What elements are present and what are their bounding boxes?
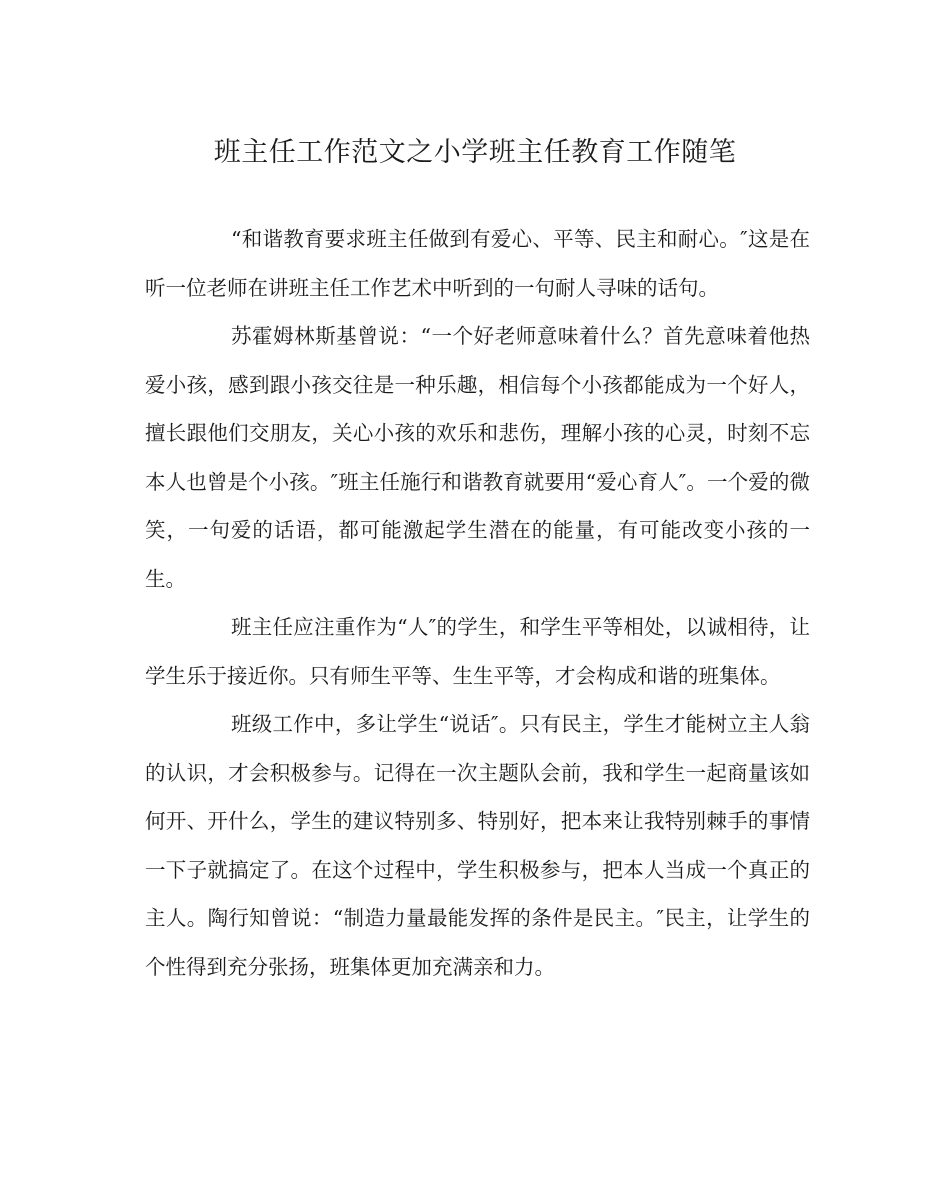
paragraph-2: 苏霍姆林斯基曾说：“一个好老师意味着什么？首先意味着他热爱小孩，感到跟小孩交往是一种乐趣，相信每个小孩都能成为一个好人，擅长跟他们交朋友，关心小孩的欢乐和悲伤，理解小孩的心灵，时刻不忘本人也曾是个小孩。″班主任施行和谐教育就要用“爱心育人″。一个爱的微笑，一句爱的话语，都可能激起学生潜在的能量，有可能改变小孩的一生。: [145, 324, 810, 591]
document-body: [145, 215, 810, 991]
paragraph-3: 班主任应注重作为“人″的学生，和学生平等相处，以诚相待，让学生乐于接近你。只有师生平等、生生平等，才会构成和谐的班集体。: [145, 615, 810, 688]
document-title: 班主任工作范文之小学班主任教育工作随笔: [213, 137, 737, 168]
paragraph-4: 班级工作中，多让学生“说话″。只有民主，学生才能树立主人翁的认识，才会积极参与。记得在一次主题队会前，我和学生一起商量该如何开、开什么，学生的建议特别多、特别好，把本来让我特别棘手的事情一下子就搞定了。在这个过程中，学生积极参与，把本人当成一个真正的主人。陶行知曾说：“制造力量最能发挥的条件是民主。″民主，让学生的个性得到充分张扬，班集体更加充满亲和力。: [145, 712, 810, 979]
paragraph-1: “和谐教育要求班主任做到有爱心、平等、民主和耐心。″这是在听一位老师在讲班主任工作艺术中听到的一句耐人寻味的话句。: [145, 227, 810, 300]
